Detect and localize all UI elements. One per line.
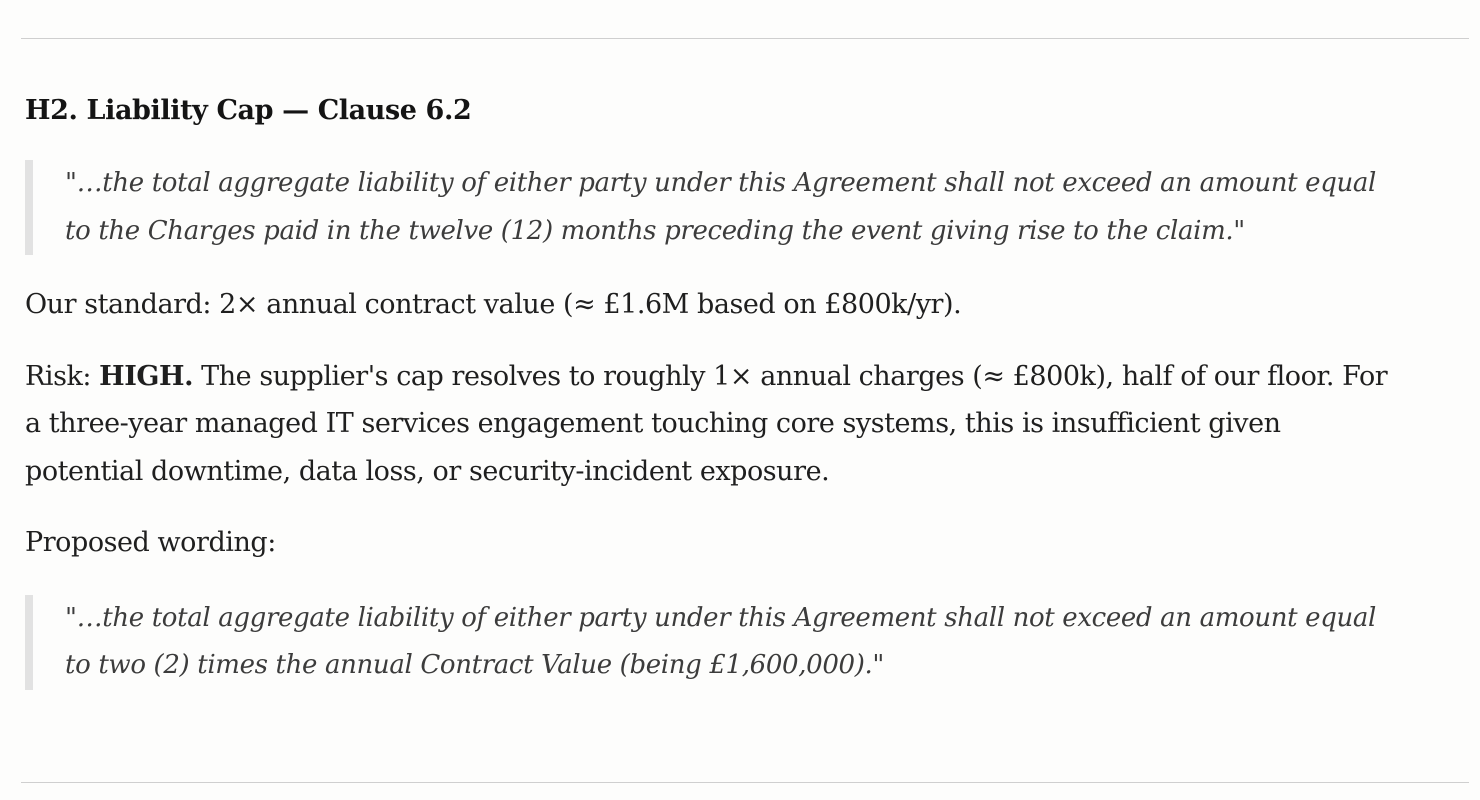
section-heading: H2. Liability Cap — Clause 6.2	[25, 95, 472, 126]
risk-assessment	[25, 353, 1405, 496]
risk-level: HIGH.	[99, 360, 194, 392]
proposed-clause-quote: "…the total aggregate liability of either party under this Agreement shall not exceed an amount equal to two (2) times the annual Contract Value (being £1,600,000)."	[25, 595, 1395, 690]
risk-prefix: Risk:	[25, 360, 100, 392]
risk-description: The supplier's cap resolves to roughly 1× annual charges (≈ £800k), half of our floor. For a three-year managed IT services engagement touching core systems, this is insufficient given potential downtime, data loss, or security-incident exposure.	[25, 360, 1388, 487]
proposed-label: Proposed wording:	[25, 527, 276, 558]
standard-text: Our standard: 2× annual contract value (≈ £1.6M based on £800k/yr).	[25, 289, 962, 320]
original-clause-quote: "…the total aggregate liability of either party under this Agreement shall not exceed an amount equal to the Charges paid in the twelve (12) months preceding the event giving rise to the claim."	[25, 160, 1395, 255]
clause-review-section	[25, 86, 1425, 690]
top-divider	[21, 38, 1469, 39]
bottom-divider	[21, 782, 1469, 783]
